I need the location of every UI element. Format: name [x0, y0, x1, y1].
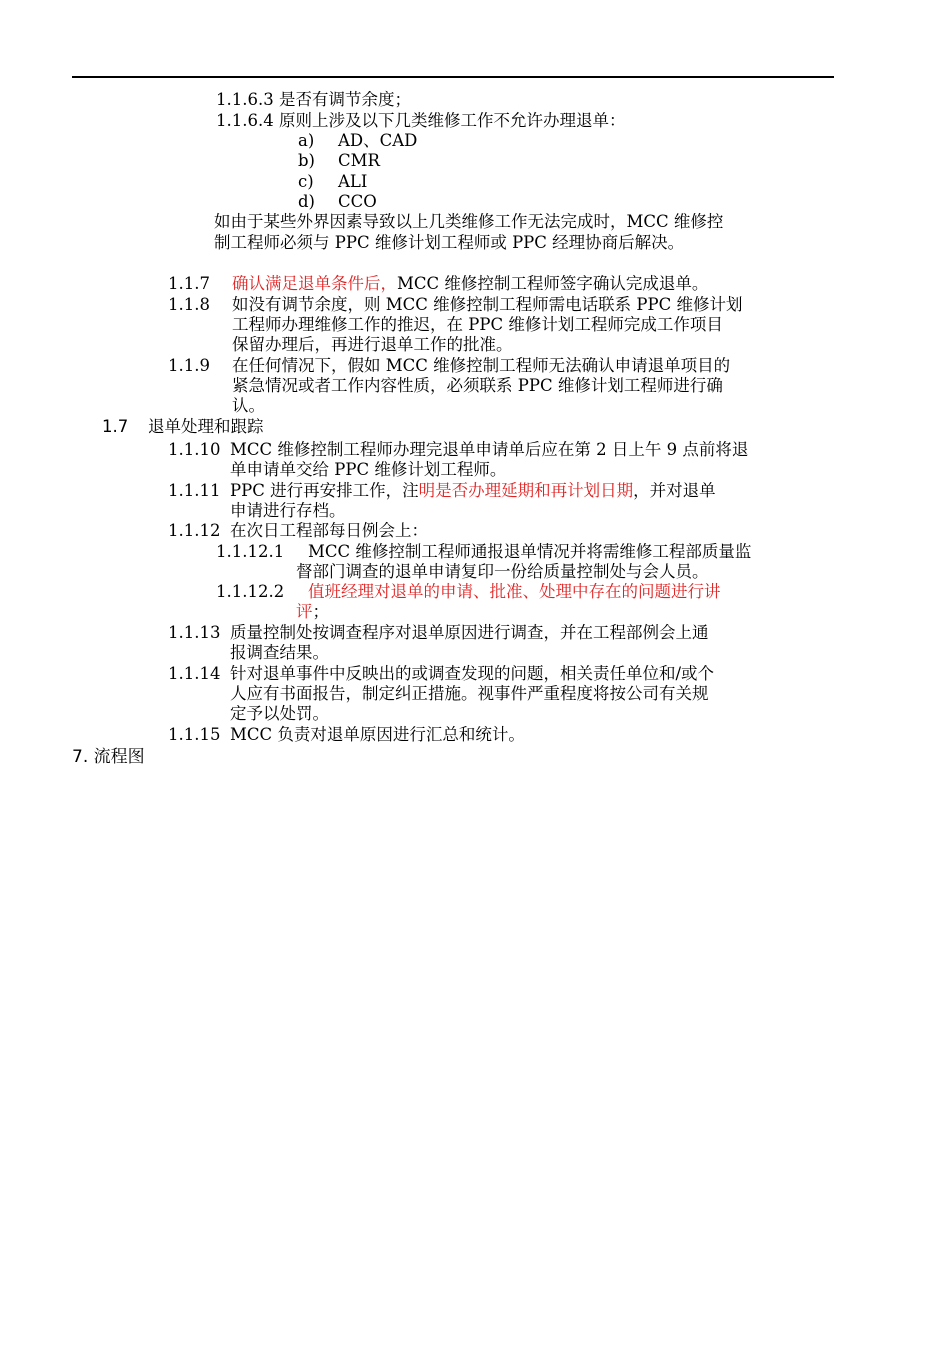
- item-text: 是否有调节余度；: [278, 90, 411, 109]
- item-number: 1.1.12: [168, 521, 221, 540]
- note-line: 如由于某些外界因素导致以上几类维修工作无法完成时，MCC 维修控: [214, 212, 724, 231]
- item-1-1-10: [168, 440, 748, 460]
- item-text: 在任何情况下，假如 MCC 维修控制工程师无法确认申请退单项目的: [232, 356, 731, 375]
- item-text: MCC 维修控制工程师通报退单情况并将需维修工程部质量监: [308, 542, 752, 561]
- item-number: 1.1.13: [168, 623, 221, 642]
- item-1-1-8: [168, 295, 742, 315]
- section-heading: [102, 417, 264, 437]
- item-text: PPC 进行再安排工作，注: [230, 481, 419, 500]
- item-number: 1.1.15: [168, 725, 221, 744]
- item-text-cont: 紧急情况或者工作内容性质，必须联系 PPC 维修计划工程师进行确: [232, 376, 723, 395]
- item-1-1-14: [168, 664, 714, 684]
- item-1-1-9: [168, 356, 730, 376]
- item-text-cont: 认。: [232, 396, 265, 415]
- item-1-1-13: [168, 623, 709, 643]
- item-number: 1.1.7: [168, 274, 210, 293]
- item-text-cont: 保留办理后，再进行退单工作的批准。: [232, 335, 513, 354]
- item-1-1-12: [168, 521, 428, 541]
- item-number: 1.1.11: [168, 481, 221, 500]
- item-text-cont: 定予以处罚。: [230, 704, 329, 723]
- item-number: 1.1.8: [168, 295, 210, 314]
- item-number: 1.1.12.1: [216, 542, 285, 561]
- item-1-1-12-2: [216, 582, 721, 602]
- section-title: 退单处理和跟踪: [148, 417, 264, 436]
- item-number: 1.1.6.3: [216, 90, 274, 109]
- highlight-text: 确认满足退单条件后，: [232, 274, 397, 293]
- item-1-1-12-1: [216, 542, 751, 562]
- item-number: 1.1.14: [168, 664, 221, 683]
- item-1-1-11: [168, 481, 716, 501]
- section-number: 1.7: [102, 417, 129, 436]
- highlight-text: 评: [296, 602, 313, 621]
- item-1-1-6-4: [216, 111, 625, 131]
- item-text-cont: 评；: [296, 602, 329, 621]
- item-text: ，并对退单: [633, 481, 716, 500]
- list-item: c) ALI: [298, 172, 368, 191]
- item-text: 如没有调节余度，则 MCC 维修控制工程师需电话联系 PPC 维修计划: [232, 295, 743, 314]
- item-1-1-15: [168, 725, 525, 745]
- item-text-cont: 工程师办理维修工作的推迟，在 PPC 维修计划工程师完成工作项目: [232, 315, 723, 334]
- item-text-cont: 人应有书面报告，制定纠正措施。视事件严重程度将按公司有关规: [230, 684, 709, 703]
- note-line: 制工程师必须与 PPC 维修计划工程师或 PPC 经理协商后解决。: [214, 233, 685, 252]
- item-text-cont: 单申请单交给 PPC 维修计划工程师。: [230, 460, 507, 479]
- header-rule: [72, 76, 834, 78]
- list-item: a) AD、CAD: [298, 131, 418, 150]
- item-number: 1.1.6.4: [216, 111, 274, 130]
- item-text-cont: 督部门调查的退单申请复印一份给质量控制处与会人员。: [296, 562, 709, 581]
- item-text: 质量控制处按调查程序对退单原因进行调查，并在工程部例会上通: [230, 623, 709, 642]
- section-heading-flowchart: 7. 流程图: [72, 747, 145, 767]
- item-text: 原则上涉及以下几类维修工作不允许办理退单：: [278, 111, 626, 130]
- list-item: d) CCO: [298, 192, 377, 211]
- item-1-1-6-3: [216, 90, 411, 110]
- highlight-text: 明是否办理延期和再计划日期: [418, 481, 634, 500]
- item-1-1-7: [168, 274, 708, 294]
- item-text: 针对退单事件中反映出的或调查发现的问题，相关责任单位和/或个: [230, 664, 715, 683]
- list-item: b) CMR: [298, 151, 380, 170]
- item-number: 1.1.12.2: [216, 582, 285, 601]
- item-text-cont: 报调查结果。: [230, 643, 329, 662]
- item-text: 在次日工程部每日例会上：: [230, 521, 428, 540]
- item-text-cont: 申请进行存档。: [230, 501, 346, 520]
- highlight-text: 值班经理对退单的申请、批准、处理中存在的问题进行讲: [308, 582, 721, 601]
- item-number: 1.1.9: [168, 356, 210, 375]
- item-number: 1.1.10: [168, 440, 221, 459]
- item-text: MCC 维修控制工程师办理完退单申请单后应在第 2 日上午 9 点前将退: [230, 440, 749, 459]
- item-text: MCC 负责对退单原因进行汇总和统计。: [230, 725, 525, 744]
- item-text: MCC 维修控制工程师签字确认完成退单。: [397, 274, 709, 293]
